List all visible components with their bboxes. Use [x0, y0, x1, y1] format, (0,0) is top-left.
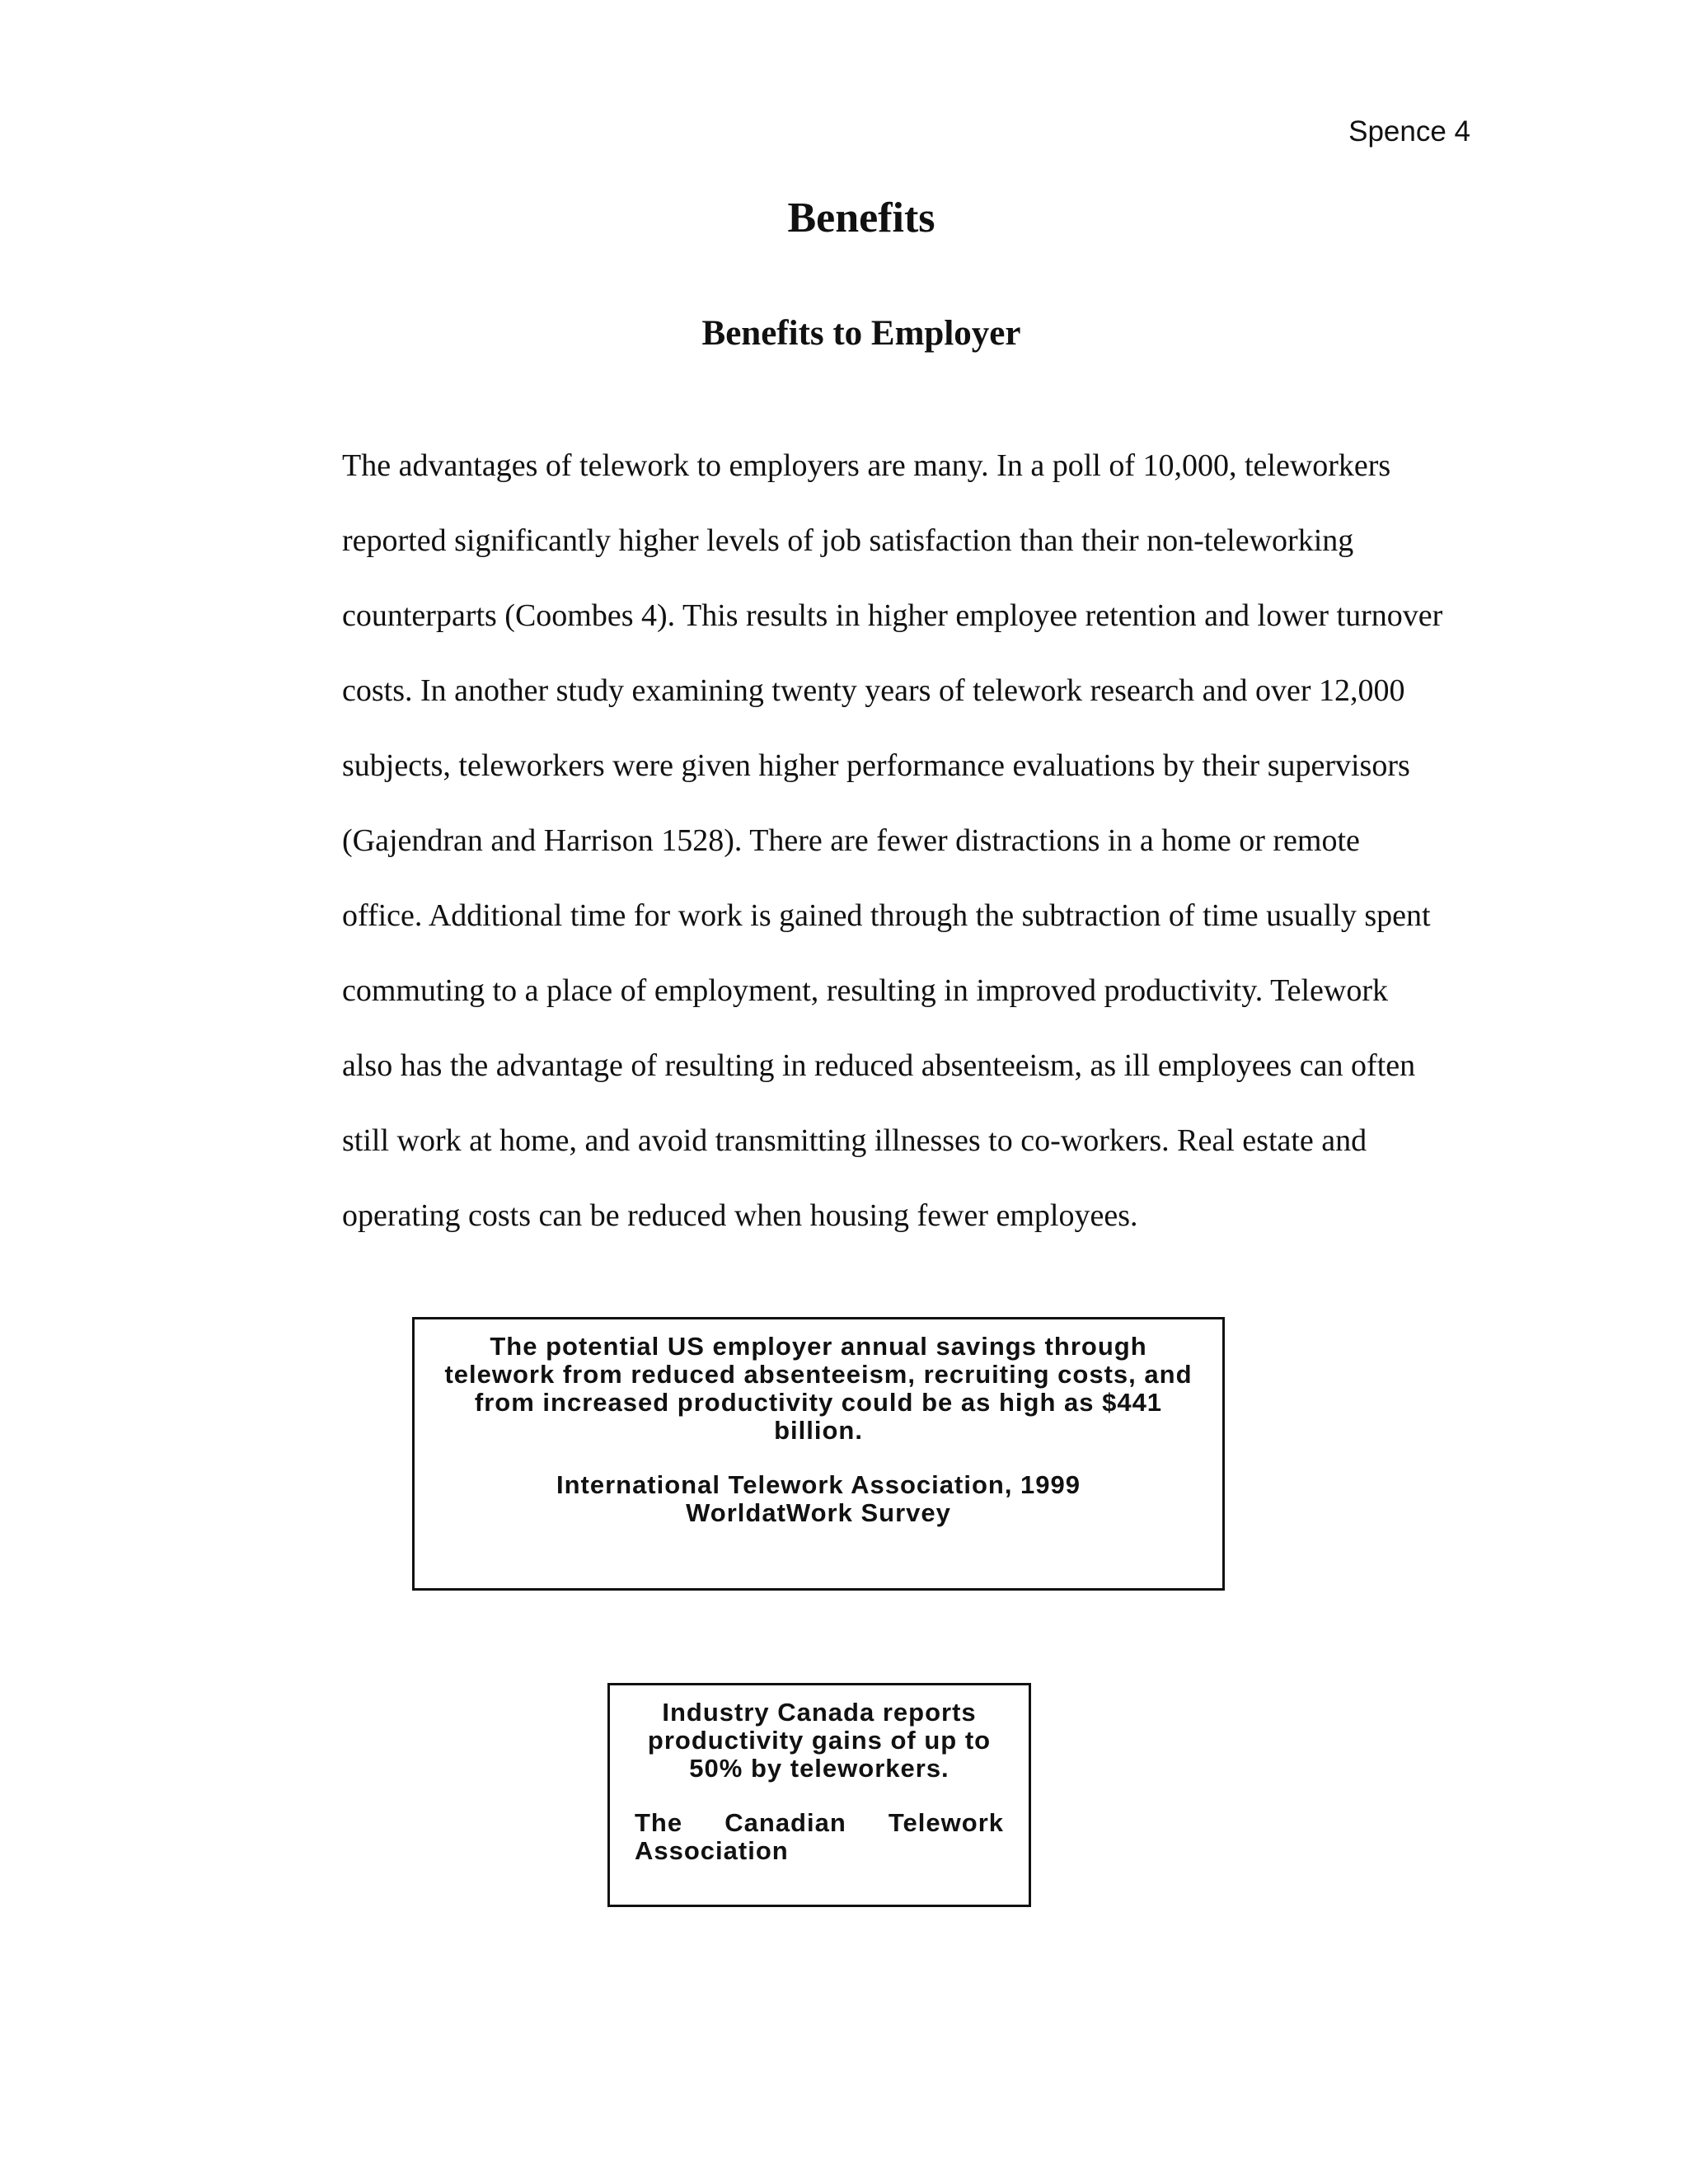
- body-line: still work at home, and avoid transmitting illnesses to co-workers. Real estate and: [342, 1123, 1367, 1158]
- callout-source-line: WorldatWork Survey: [686, 1498, 951, 1527]
- callout-box-canada-productivity: [607, 1683, 1031, 1907]
- callout-source-line: Association: [635, 1836, 789, 1865]
- callout-source: [635, 1809, 1004, 1865]
- body-line: operating costs can be reduced when housing fewer employees.: [342, 1198, 1138, 1233]
- body-paragraph: [342, 429, 1496, 1254]
- body-line: subjects, teleworkers were given higher performance evaluations by their supervisors: [342, 748, 1410, 783]
- body-line: counterparts (Coombes 4). This results in higher employee retention and lower turnover: [342, 598, 1443, 633]
- callout-source: [436, 1471, 1201, 1527]
- callout-box-us-savings: [412, 1317, 1225, 1591]
- callout-source-line: The Canadian Telework: [635, 1808, 1004, 1837]
- page-title: Benefits: [787, 194, 935, 241]
- body-line: costs. In another study examining twenty years of telework research and over 12,000: [342, 673, 1405, 708]
- callout-quote: The potential US employer annual savings through telework from reduced absenteeism, recruiting costs, and from increased productivity could be as high as $441 billion.: [444, 1332, 1193, 1445]
- body-line: reported significantly higher levels of job satisfaction than their non-teleworking: [342, 523, 1354, 558]
- section-subtitle: Benefits to Employer: [701, 314, 1021, 353]
- body-line: The advantages of telework to employers are many. In a poll of 10,000, teleworkers: [342, 448, 1391, 483]
- callout-quote: Industry Canada reports productivity gains of up to 50% by teleworkers.: [647, 1698, 992, 1783]
- callout-source-line: International Telework Association, 1999: [556, 1470, 1081, 1499]
- body-line: office. Additional time for work is gained through the subtraction of time usually spent: [342, 898, 1431, 933]
- page-header-label: Spence 4: [1348, 115, 1470, 148]
- body-line: commuting to a place of employment, resulting in improved productivity. Telework: [342, 973, 1389, 1008]
- body-line: also has the advantage of resulting in reduced absenteeism, as ill employees can often: [342, 1048, 1416, 1083]
- body-line: (Gajendran and Harrison 1528). There are fewer distractions in a home or remote: [342, 823, 1360, 858]
